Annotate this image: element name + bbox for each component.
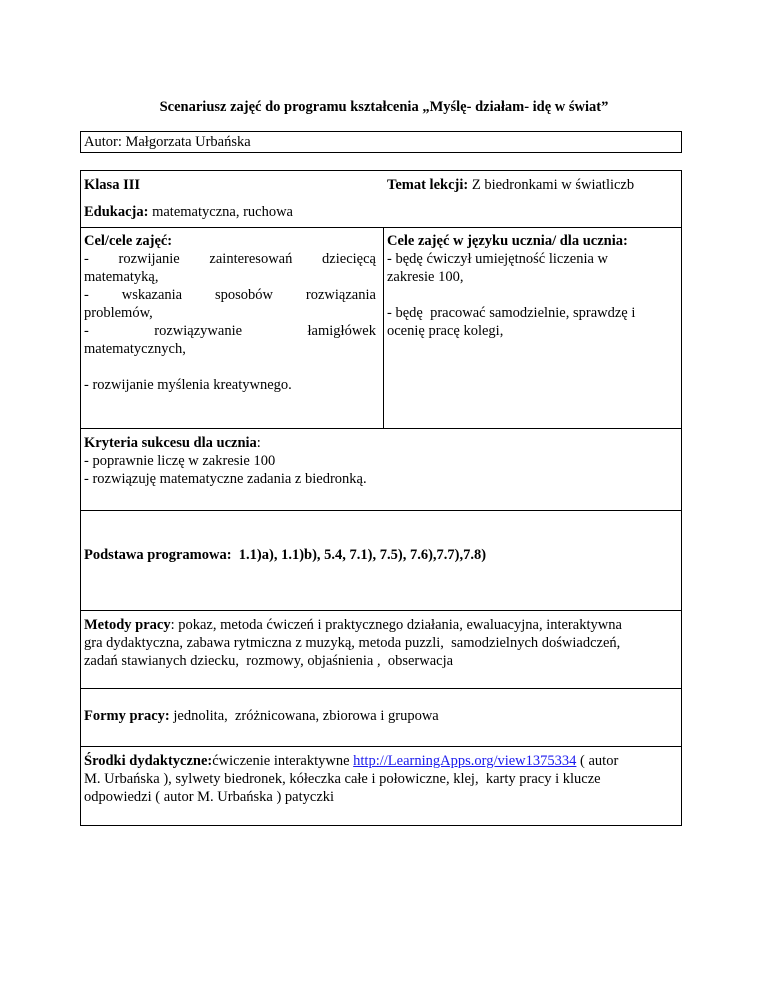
forms-value: jednolita, zróżnicowana, zbiorowa i grupowa bbox=[169, 708, 439, 724]
goal-word: rozwiązywanie bbox=[154, 323, 243, 339]
goals-heading: Cel/cele zajęć: bbox=[84, 233, 173, 249]
aids-value: ćwiczenie interaktywne bbox=[212, 753, 354, 769]
row-divider bbox=[80, 610, 682, 611]
goal-line-2b: problemów, bbox=[84, 305, 153, 321]
goal-word: sposobów bbox=[215, 287, 274, 303]
goal-line-1b: matematyką, bbox=[84, 269, 159, 285]
education-label: Edukacja: bbox=[84, 204, 149, 220]
methods-label: Metody pracy bbox=[84, 617, 171, 633]
criteria-colon: : bbox=[256, 435, 261, 451]
criteria-item-1: - poprawnie liczę w zakresie 100 bbox=[84, 453, 276, 469]
goal-word: zainteresowań bbox=[209, 251, 293, 267]
criteria-item-2: - rozwiązuję matematyczne zadania z biedronką. bbox=[84, 471, 367, 487]
goal-word: łamigłówek bbox=[307, 323, 376, 339]
learningapps-link[interactable]: http://LearningApps.org/view1375334 bbox=[353, 753, 577, 769]
criteria-label: Kryteria sukcesu dla ucznia bbox=[84, 435, 257, 451]
goal-line-2 bbox=[84, 286, 376, 304]
row-divider bbox=[80, 746, 682, 747]
goal-line-3b: matematycznych, bbox=[84, 341, 186, 357]
row-divider bbox=[80, 428, 682, 429]
curriculum-basis: Podstawa programowa: 1.1)a), 1.1)b), 5.4, 7.1), 7.5), 7.6),7.7),7.8) bbox=[84, 547, 487, 563]
student-goal-1b: zakresie 100, bbox=[387, 269, 464, 285]
column-divider bbox=[383, 227, 384, 428]
goal-word: rozwiązania bbox=[305, 287, 376, 303]
aids-line-2: M. Urbańska ), sylwety biedronek, kółeczka całe i połowiczne, klej, karty pracy i klucze bbox=[84, 771, 601, 787]
author-box bbox=[80, 131, 682, 153]
forms-label: Formy pracy: bbox=[84, 708, 170, 724]
aids-label: Środki dydaktyczne: bbox=[84, 753, 213, 769]
student-goal-2a: - będę pracować samodzielnie, sprawdzę i bbox=[387, 305, 636, 321]
topic-value: Z biedronkami w światliczb bbox=[468, 177, 635, 193]
row-divider bbox=[80, 227, 682, 228]
class-label: Klasa III bbox=[84, 177, 141, 193]
topic-label: Temat lekcji: bbox=[387, 177, 469, 193]
goal-line-4: - rozwijanie myślenia kreatywnego. bbox=[84, 377, 292, 393]
goal-line-3 bbox=[84, 322, 376, 340]
row-divider bbox=[80, 688, 682, 689]
criteria-heading bbox=[84, 434, 261, 452]
goal-word: - bbox=[84, 287, 89, 303]
methods-line-3: zadań stawianych dziecku, rozmowy, objaśnienia , obserwacja bbox=[84, 653, 454, 669]
education bbox=[84, 203, 293, 221]
goal-word: - bbox=[84, 323, 89, 339]
education-value: matematyczna, ruchowa bbox=[148, 204, 293, 220]
goal-word: - bbox=[84, 251, 89, 267]
methods-line-2: gra dydaktyczna, zabawa rytmiczna z muzyką, metoda puzzli, samodzielnych doświadczeń, bbox=[84, 635, 621, 651]
aids-line-1 bbox=[84, 752, 618, 770]
forms bbox=[84, 707, 439, 725]
topic bbox=[387, 176, 634, 194]
methods-value: : pokaz, metoda ćwiczeń i praktycznego działania, ewaluacyjna, interaktywna bbox=[170, 617, 622, 633]
goal-line-1 bbox=[84, 250, 376, 268]
author-text: Autor: Małgorzata Urbańska bbox=[84, 134, 251, 150]
methods-line-1 bbox=[84, 616, 622, 634]
row-divider bbox=[80, 510, 682, 511]
student-goal-1a: - będę ćwiczył umiejętność liczenia w bbox=[387, 251, 609, 267]
aids-value-cont: ( autor bbox=[576, 753, 619, 769]
goal-word: dziecięcą bbox=[322, 251, 376, 267]
goal-word: wskazania bbox=[121, 287, 183, 303]
lesson-table bbox=[80, 170, 682, 826]
page-title: Scenariusz zajęć do programu kształcenia „Myślę- działam- idę w świat” bbox=[159, 99, 609, 115]
aids-line-3: odpowiedzi ( autor M. Urbańska ) patyczki bbox=[84, 789, 335, 805]
goal-word: rozwijanie bbox=[118, 251, 180, 267]
student-goal-2b: ocenię pracę kolegi, bbox=[387, 323, 504, 339]
student-goals-heading: Cele zajęć w języku ucznia/ dla ucznia: bbox=[387, 233, 628, 249]
